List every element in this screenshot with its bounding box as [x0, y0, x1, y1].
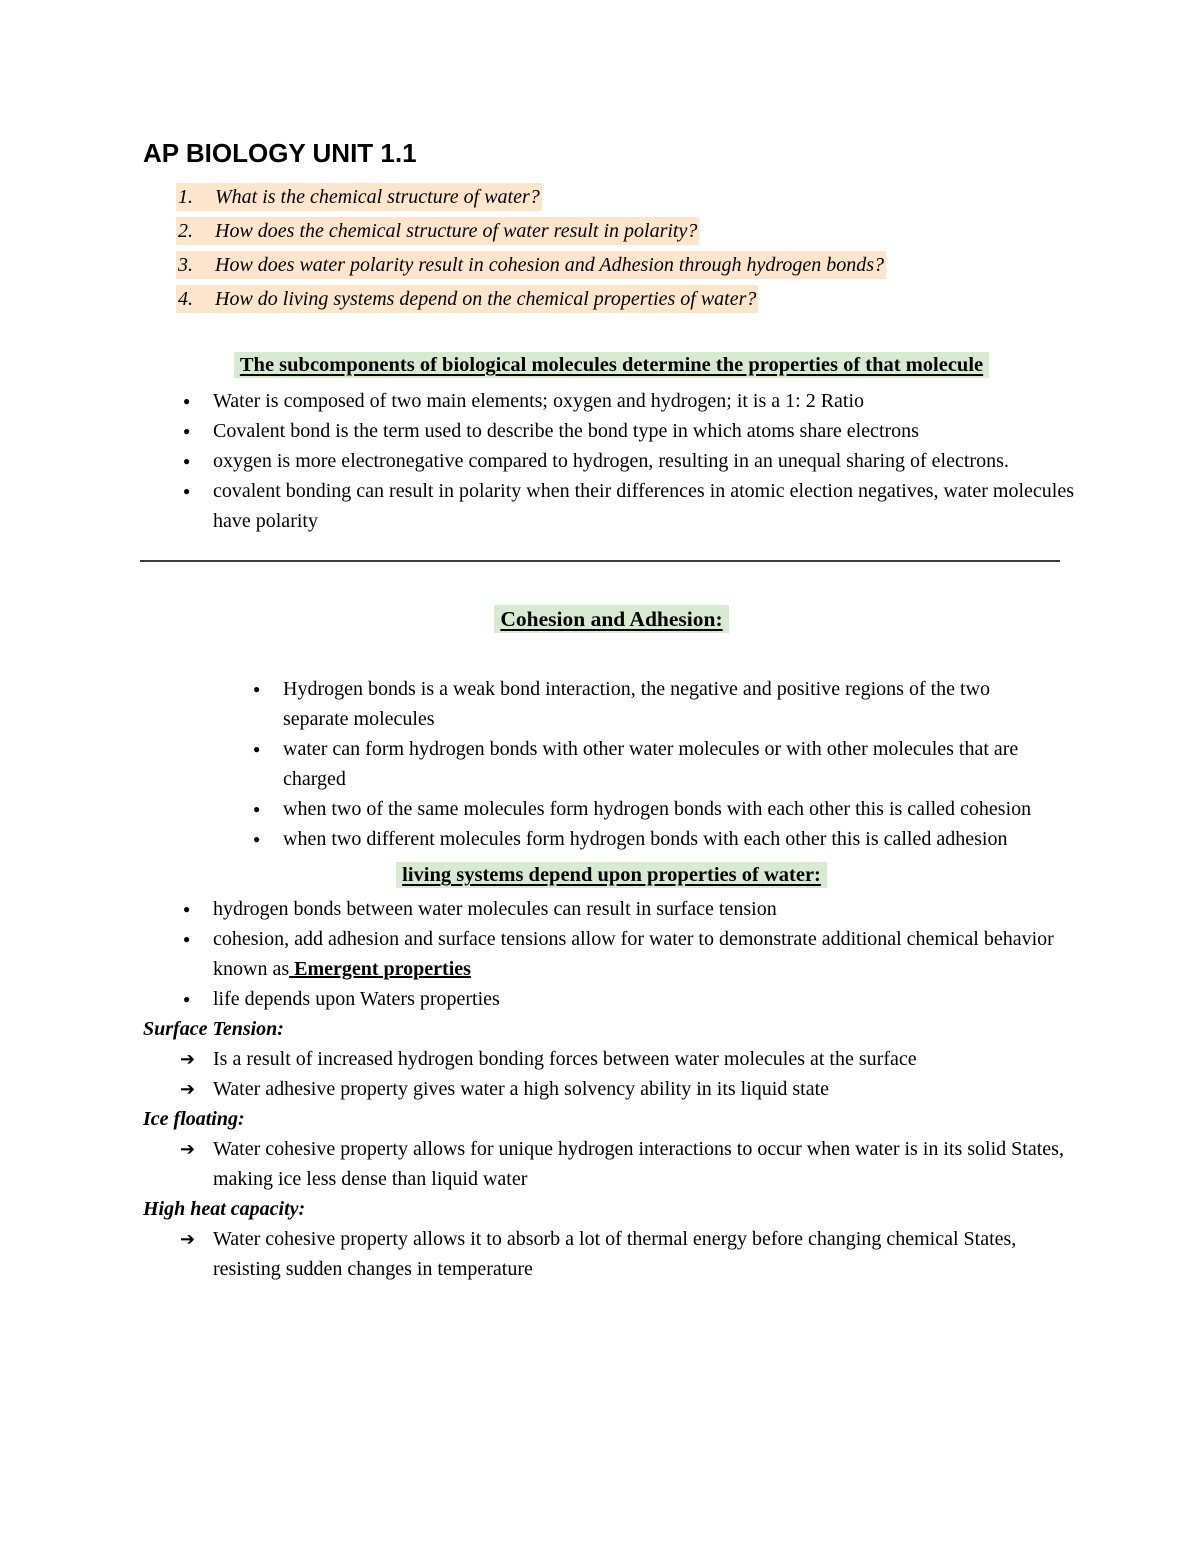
bullet-icon: ● [183, 902, 191, 917]
bullet-icon: ● [253, 832, 261, 847]
bullet-text: oxygen is more electronegative compared to hydrogen, resulting in an unequal sharing of electrons. [213, 450, 1009, 473]
bullet-icon: ● [183, 454, 191, 469]
property-heading-ice-floating: Ice floating: [143, 1108, 245, 1131]
ice-floating-arrow-list [143, 1134, 1080, 1194]
bullet-text: when two different molecules form hydrogen bonds with each other this is called adhesion [283, 828, 1008, 851]
arrow-icon: ➔ [180, 1139, 196, 1160]
list-item [253, 674, 1053, 734]
surface-tension-arrow-list [143, 1044, 1080, 1104]
question-item [176, 282, 936, 316]
bullet-icon: ● [253, 682, 261, 697]
list-item [183, 446, 1080, 476]
list-item [253, 794, 1053, 824]
list-item [183, 894, 1080, 924]
bullet-text: Water is composed of two main elements; oxygen and hydrogen; it is a 1: 2 Ratio [213, 390, 865, 413]
list-item [253, 824, 1053, 854]
bullet-text: Hydrogen bonds is a weak bond interaction, the negative and positive regions of the two separate molecules [283, 678, 991, 731]
property-heading-high-heat-capacity: High heat capacity: [143, 1198, 306, 1221]
arrow-icon: ➔ [180, 1229, 196, 1250]
question-text: How does water polarity result in cohesion and Adhesion through hydrogen bonds? [215, 254, 885, 277]
bullet-text: life depends upon Waters properties [213, 988, 500, 1011]
question-number: 4. [178, 288, 193, 311]
list-item [180, 1074, 1080, 1104]
emergent-properties-emphasis: Emergent properties [289, 958, 471, 981]
bullet-text: water can form hydrogen bonds with other water molecules or with other molecules that are charged [283, 738, 1019, 791]
bullet-text: covalent bonding can result in polarity when their differences in atomic election negatives, water molecules have polarity [213, 480, 1074, 533]
bullet-text: cohesion, add adhesion and surface tensions allow for water to demonstrate additional chemical behavior known as [213, 928, 1054, 981]
question-item [176, 214, 936, 248]
question-number: 2. [178, 220, 193, 243]
bullet-icon: ● [253, 802, 261, 817]
high-heat-capacity-arrow-list [143, 1224, 1080, 1284]
arrow-text: Water adhesive property gives water a high solvency ability in its liquid state [213, 1078, 830, 1101]
section-heading-living-systems [143, 860, 1080, 890]
bullet-icon: ● [183, 992, 191, 1007]
bullet-icon: ● [183, 394, 191, 409]
list-item [183, 924, 1080, 984]
list-item [183, 386, 1080, 416]
subcomponents-bullet-list [143, 386, 1080, 536]
bullet-text: when two of the same molecules form hydrogen bonds with each other this is called cohesion [283, 798, 1032, 821]
question-text: What is the chemical structure of water? [215, 186, 540, 209]
question-number: 3. [178, 254, 193, 277]
living-systems-bullet-list [143, 894, 1080, 1014]
list-item [183, 476, 1080, 536]
water-properties-section [143, 1014, 1080, 1284]
question-text: How do living systems depend on the chemical properties of water? [215, 288, 757, 311]
arrow-text: Is a result of increased hydrogen bonding forces between water molecules at the surface [213, 1048, 917, 1071]
list-item [180, 1224, 1080, 1284]
list-item [183, 416, 1080, 446]
page-title: AP BIOLOGY UNIT 1.1 [143, 138, 417, 168]
question-list [143, 180, 1080, 316]
list-item [180, 1134, 1080, 1194]
question-item [176, 248, 936, 282]
arrow-text: Water cohesive property allows it to absorb a lot of thermal energy before changing chemical States, resisting sudden changes in temperature [213, 1228, 1017, 1281]
bullet-text: Covalent bond is the term used to describe the bond type in which atoms share electrons [213, 420, 919, 443]
bullet-icon: ● [253, 742, 261, 757]
bullet-text: hydrogen bonds between water molecules can result in surface tension [213, 898, 777, 921]
arrow-text: Water cohesive property allows for unique hydrogen interactions to occur when water is in its solid States, making ice less dense than liquid water [213, 1138, 1064, 1191]
arrow-icon: ➔ [180, 1079, 196, 1100]
question-item [176, 180, 936, 214]
property-heading-surface-tension: Surface Tension: [143, 1018, 284, 1041]
question-text: How does the chemical structure of water result in polarity? [215, 220, 698, 243]
horizontal-divider [140, 560, 1060, 562]
section-heading-cohesion [143, 604, 1080, 634]
bullet-icon: ● [183, 932, 191, 947]
section-heading-text: living systems depend upon properties of water: [396, 862, 827, 888]
question-number: 1. [178, 186, 193, 209]
bullet-icon: ● [183, 424, 191, 439]
list-item [183, 984, 1080, 1014]
cohesion-bullet-list [143, 674, 1080, 854]
section-heading-text: Cohesion and Adhesion: [494, 605, 728, 633]
section-heading-text: The subcomponents of biological molecules determine the properties of that molecule [234, 352, 989, 378]
list-item [180, 1044, 1080, 1074]
section-heading-subcomponents [143, 350, 1080, 380]
bullet-icon: ● [183, 484, 191, 499]
arrow-icon: ➔ [180, 1049, 196, 1070]
list-item [253, 734, 1053, 794]
